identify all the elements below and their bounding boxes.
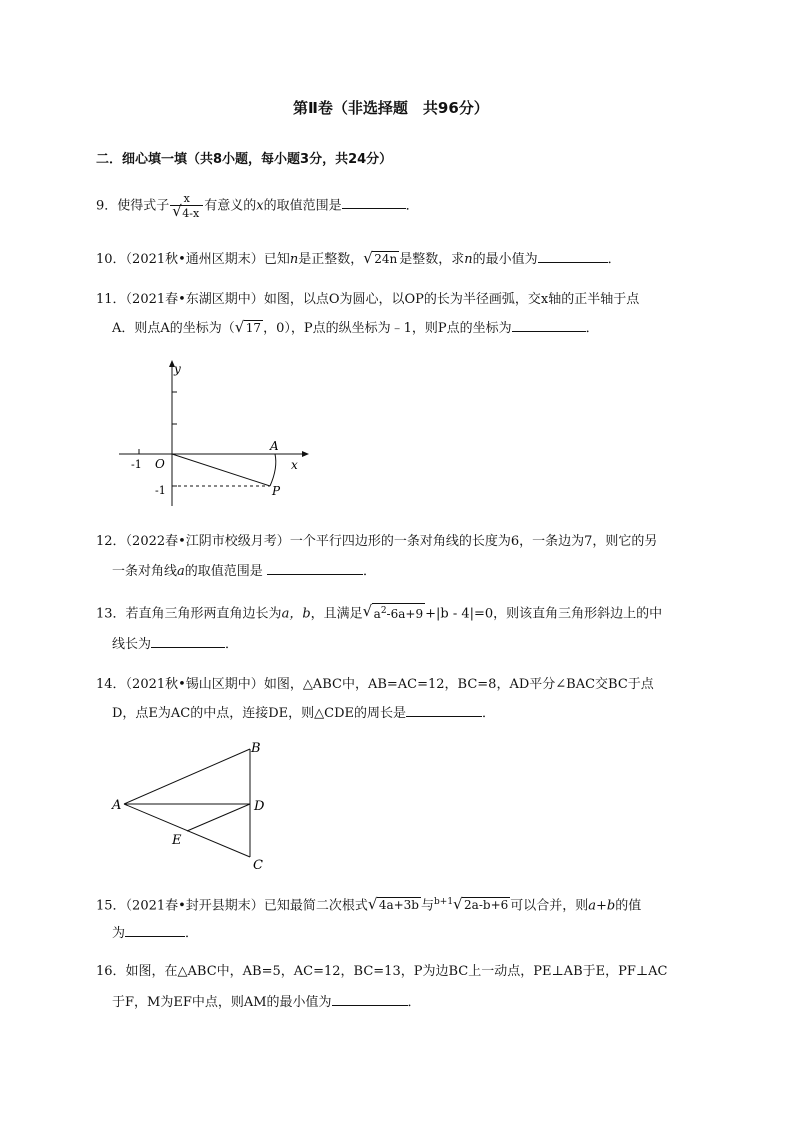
q14-number: 14． <box>96 677 126 692</box>
label-c: C <box>253 858 263 873</box>
q10-answer-blank[interactable] <box>538 248 608 263</box>
segment-op <box>172 454 270 486</box>
q10-number: 10． <box>96 252 126 267</box>
q15-root-index: b+1 <box>434 897 454 907</box>
q15-radical-1: √ 4a+3b <box>367 894 419 913</box>
q15-number: 15． <box>96 898 126 914</box>
paper-title: 第Ⅱ卷（非选择题 共96分） <box>293 99 489 117</box>
segment-de <box>187 804 250 831</box>
q16-answer-blank[interactable] <box>332 991 408 1006</box>
q15-radical-2: √ 2a-b+6 <box>453 894 509 913</box>
q11-number: 11． <box>96 292 126 307</box>
section-heading: 二．细心填一填（共8小题，每小题3分，共24分） <box>96 152 393 167</box>
label-a: A <box>270 439 279 453</box>
question-10: 10．（2021秋•通州区期末）已知n是正整数， √ 24n 是整数，求n的最小值为 ． <box>96 248 621 270</box>
q15-answer-blank[interactable] <box>125 922 185 937</box>
question-12-line2: 一条对角线a的取值范围是 ． <box>112 560 376 582</box>
label-b: B <box>251 741 261 756</box>
q11-radical: √ 17 <box>234 317 262 336</box>
q9-answer-blank[interactable] <box>342 194 406 209</box>
label-y: y <box>174 362 181 376</box>
q11-answer-blank[interactable] <box>512 317 586 332</box>
label-x: x <box>291 458 298 472</box>
question-13: 13．若直角三角形两直角边长为a，b，且满足 √ $a^2-6a+9 +|b - 4|=0$，则该直角三角形斜边上的中 <box>96 603 662 625</box>
q13-answer-blank[interactable] <box>151 633 225 648</box>
question-11-line2: A．则点A的坐标为（ √ 17 ，0），P点的纵坐标为﹣1，则P点的坐标为 ． <box>112 317 599 339</box>
arc-pa <box>270 454 276 486</box>
q12-source: （2022春•江阴市校级月考） <box>125 534 290 549</box>
question-16: 16．如图，在△ABC中，AB=5，AC=12，BC=13，P为边BC上一动点，PE⊥AB于E，PF⊥AC <box>96 964 668 979</box>
question-14-line2: D，点E为AC的中点，连接DE，则△CDE的周长是 ． <box>112 702 495 724</box>
q13-radical: √ $a^2-6a+9$ <box>362 602 424 621</box>
q16-number: 16． <box>96 964 126 979</box>
question-14: 14．（2021秋•锡山区期中）如图，△ABC中，AB=AC=12，BC=8，AD平分∠BAC交BC于点 <box>96 677 654 692</box>
q10-source: （2021秋•通州区期末） <box>125 252 264 267</box>
q15-source: （2021春•封开县期末） <box>125 898 264 914</box>
q14-source: （2021秋•锡山区期中） <box>125 677 264 692</box>
label-a: A <box>112 798 122 813</box>
label-p: P <box>272 484 281 498</box>
question-13-line2: 线长为 ． <box>112 633 238 655</box>
q14-answer-blank[interactable] <box>406 702 482 717</box>
question-12: 12．（2022春•江阴市校级月考）一个平行四边形的一条对角线的长度为6，一条边为7，则它的另 <box>96 534 658 549</box>
q13-number: 13． <box>96 606 126 622</box>
q14-figure <box>108 735 278 875</box>
label-d: D <box>254 799 265 814</box>
segment-ab <box>124 749 250 804</box>
q12-answer-blank[interactable] <box>267 560 363 575</box>
q9-fraction: x √ 4-x <box>170 192 203 220</box>
q10-radical: √ 24n <box>363 248 398 267</box>
question-11: 11．（2021春•东湖区期中）如图，以点O为圆心，以OP的长为半径画弧，交x轴的正半轴于点 <box>96 292 640 307</box>
q11-figure <box>115 358 315 510</box>
question-15: 15．（2021春•封开县期末）已知最简二次根式 √ 4a+3b 与$^{b+1}$ √ 2a-b+6 可以合并，则a+b的值 <box>96 892 641 916</box>
question-15-line2: 为 ． <box>112 922 198 944</box>
label-o: O <box>155 457 165 471</box>
question-16-line2: 于F，M为EF中点，则AM的最小值为 ． <box>112 991 421 1013</box>
label-neg1-y: -1 <box>155 484 166 497</box>
x-axis-arrow <box>302 451 309 457</box>
label-neg1-x: -1 <box>131 458 142 471</box>
q9-number: 9． <box>96 198 118 214</box>
label-e: E <box>172 833 182 848</box>
q11-source: （2021春•东湖区期中） <box>125 292 264 307</box>
q12-number: 12． <box>96 534 126 549</box>
question-9: 9．使得式子 x √ 4-x 有意义的x的取值范围是 ． <box>96 192 419 220</box>
